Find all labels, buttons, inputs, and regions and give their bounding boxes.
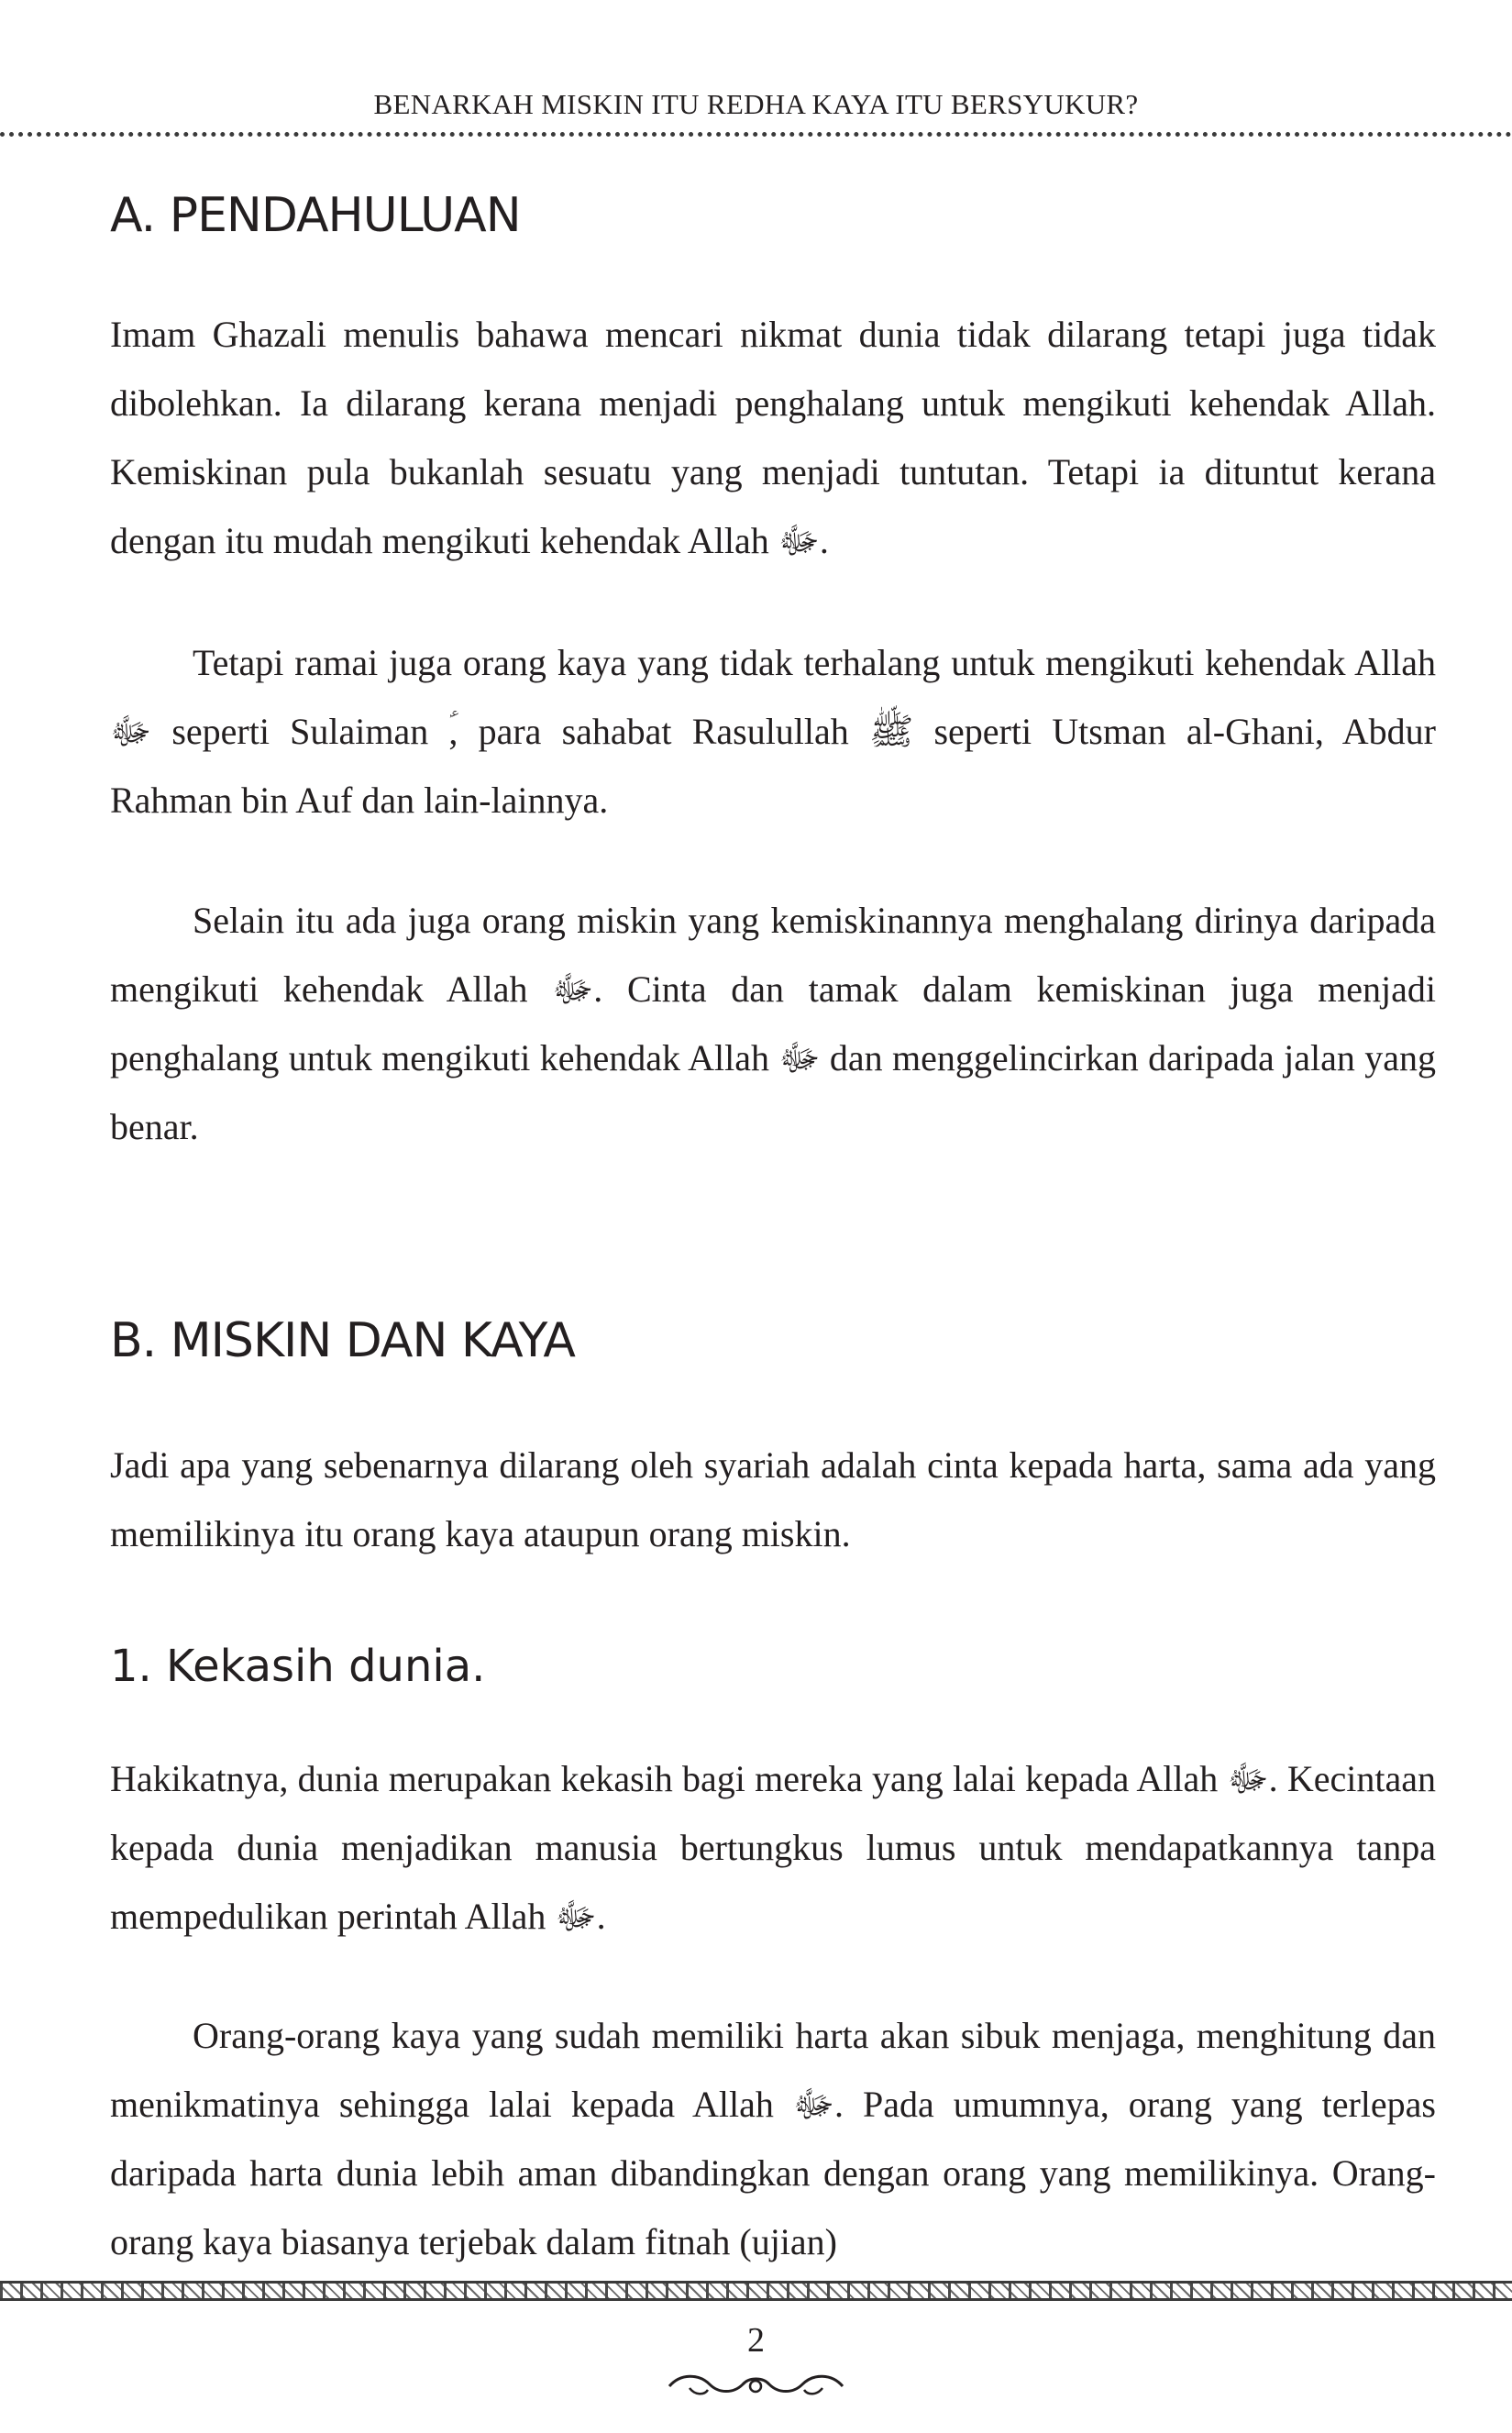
paragraph: Tetapi ramai juga orang kaya yang tidak terhalang untuk mengikuti kehendak Allah ﷻ seperti Sulaiman ؑ, para sahabat Rasulullah ﷺ seperti Utsman al-Ghani, Abdur Rahman bin Auf dan lain-lainnya. — [110, 642, 1436, 821]
flourish-ornament-icon — [662, 2366, 850, 2403]
paragraph: Selain itu ada juga orang miskin yang kemiskinannya menghalang dirinya daripada mengikuti kehendak Allah ﷻ. Cinta dan tamak dalam kemiskinan juga menjadi penghalang untuk mengikuti kehendak Allah ﷻ dan menggelincirkan daripada jalan yang benar. — [110, 900, 1436, 1147]
subsection-heading: 1. Kekasih dunia. — [110, 1641, 486, 1692]
paragraph: Imam Ghazali menulis bahawa mencari nikmat dunia tidak dilarang tetapi juga tidak dibolehkan. Ia dilarang kerana menjadi penghalang untuk mengikuti kehendak Allah. Kemiskinan pula bukanlah sesuatu yang menjadi tuntutan. Tetapi ia dituntut kerana dengan itu mudah mengikuti kehendak Allah ﷻ. — [110, 314, 1436, 561]
running-head: BENARKAH MISKIN ITU REDHA KAYA ITU BERSYUKUR? — [373, 88, 1139, 120]
page-number: 2 — [747, 2321, 765, 2360]
section-heading-b: B. MISKIN DAN KAYA — [110, 1313, 575, 1368]
section-heading-a: A. PENDAHULUAN — [110, 188, 521, 243]
paragraph: Jadi apa yang sebenarnya dilarang oleh syariah adalah cinta kepada harta, sama ada yang memilikinya itu orang kaya ataupun orang miskin. — [110, 1444, 1436, 1554]
paragraph: Hakikatnya, dunia merupakan kekasih bagi mereka yang lalai kepada Allah ﷻ. Kecintaan kepada dunia menjadikan manusia bertungkus lumus untuk mendapatkannya tanpa mempedulikan perintah Allah ﷻ. — [110, 1758, 1436, 1937]
paragraph: Orang-orang kaya yang sudah memiliki harta akan sibuk menjaga, menghitung dan menikmatinya sehingga lalai kepada Allah ﷻ. Pada umumnya, orang yang terlepas daripada harta dunia lebih aman dibandingkan dengan orang yang memilikinya. Orang-orang kaya biasanya terjebak dalam fitnah (ujian) — [110, 2015, 1436, 2262]
header-divider — [0, 132, 1512, 137]
footer-ornament-band — [0, 2281, 1512, 2301]
